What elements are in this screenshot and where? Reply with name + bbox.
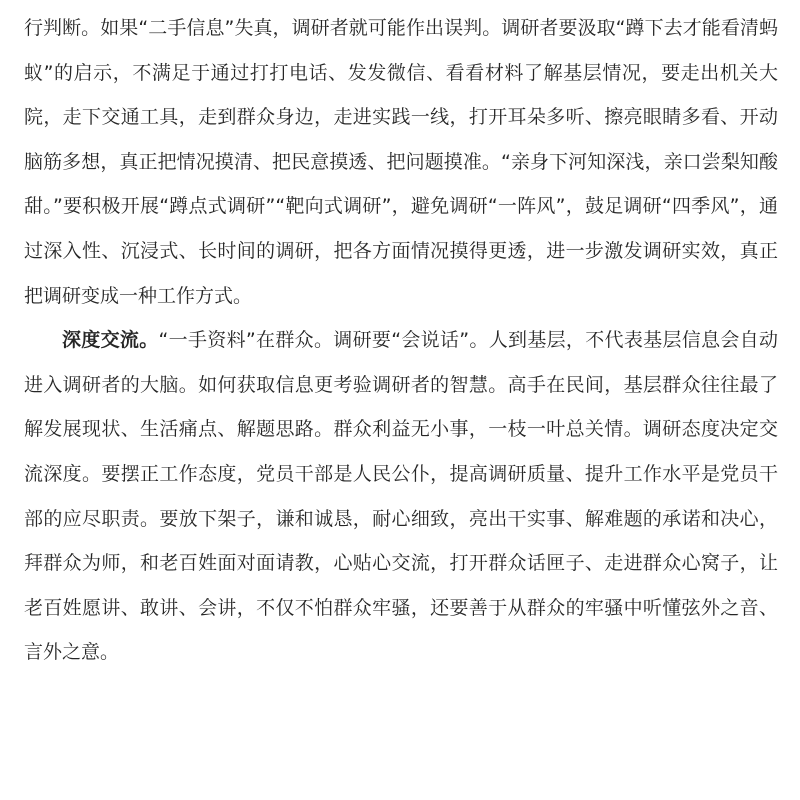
paragraph-text: “一手资料”在群众。调研要“会说话”。人到基层，不代表基层信息会自动进入调研者的大脑。如何获取信息更考验调研者的智慧。高手在民间，基层群众往往最了解发展现状、生活痛点、解题思路。群众利益无小事，一枝一叶总关情。调研态度决定交流深度。要摆正工作态度，党员干部是人民公仆，提高调研质量、提升工作水平是党员干部的应尽职责。要放下架子，谦和诚恳，耐心细致，亮出干实事、解难题的承诺和决心，拜群众为师，和老百姓面对面请教，心贴心交流，打开群众话匣子、走进群众心窝子，让老百姓愿讲、敢讲、会讲，不仅不怕群众牢骚，还要善于从群众的牢骚中听懂弦外之音、言外之意。	[24, 329, 778, 664]
section-lead-heading: 深度交流。	[62, 329, 159, 352]
paragraph-text: 行判断。如果“二手信息”失真，调研者就可能作出误判。调研者要汲取“蹲下去才能看清蚂蚁”的启示，不满足于通过打打电话、发发微信、看看材料了解基层情况，要走出机关大院，走下交通工具，走到群众身边，走进实践一线，打开耳朵多听、擦亮眼睛多看、开动脑筋多想，真正把情况摸清、把民意摸透、把问题摸准。“亲身下河知深浅，亲口尝梨知酸甜。”要积极开展“蹲点式调研”“靶向式调研”，避免调研“一阵风”，鼓足调研“四季风”，通过深入性、沉浸式、长时间的调研，把各方面情况摸得更透，进一步激发调研实效，真正把调研变成一种工作方式。	[24, 17, 778, 307]
body-paragraph-continued	[24, 6, 778, 318]
body-paragraph-deep-exchange	[24, 318, 778, 675]
